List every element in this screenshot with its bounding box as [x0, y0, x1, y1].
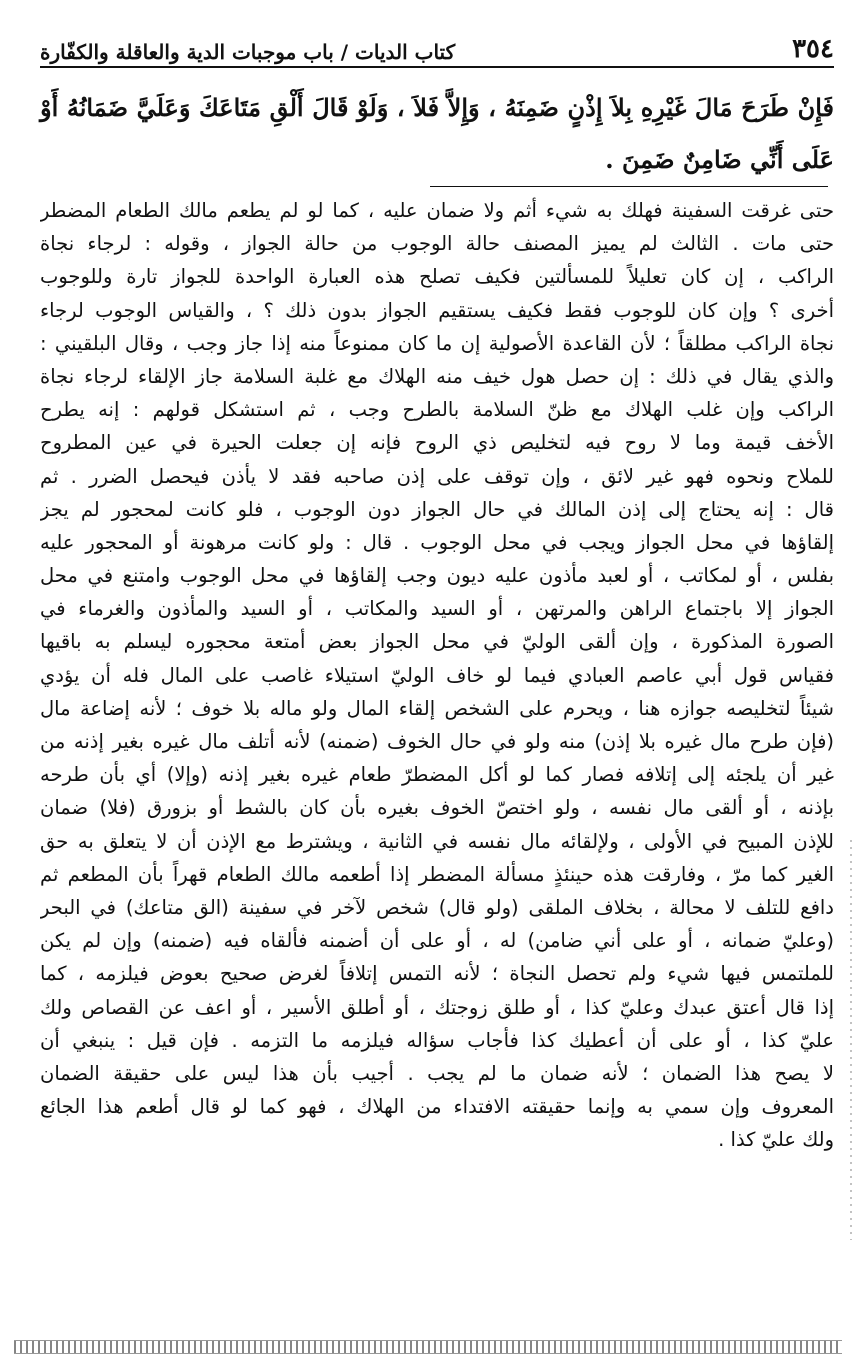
page-number: ٣٥٤: [792, 34, 834, 64]
commentary-line: الراكب وإن غلب الهلاك مع ظنّ السلامة بالطرح وجب ، ثم استشكل قولهم : إنه يطرح: [40, 398, 834, 422]
page-header: [40, 22, 834, 64]
commentary-line: الجواز إلا باجتماع الراهن والمرتهن ، أو السيد والمكاتب ، أو السيد والمأذون والغرماء في: [40, 597, 834, 621]
commentary-line: بفلس ، أو لمكاتب ، أو لعبد مأذون عليه ديون وجب إلقاؤها في محل الوجوب وامتنع في محل: [40, 564, 834, 588]
commentary-line: الصورة المذكورة ، وإن ألقى الوليّ في محل الجواز بعض أمتعة محجوره ليسلم به باقيها: [40, 630, 834, 654]
commentary-line: شيئاً لتخليصه جوازه هنا ، ويحرم على الشخص إلقاء المال ولو ماله بلا خوف ؛ لأنه إضاعة مال: [40, 696, 834, 720]
matn-text: فَإِنْ طَرَحَ مَالَ غَيْرِهِ بِلاَ إِذْنٍ ضَمِنَهُ ، وَإِلاَّ فَلاَ ، وَلَوْ قَالَ أَلْقِ مَتَاعَكَ وَعَلَيَّ ضَمَانُهُ أَوْ عَلَى أَنِّي ضَامِنٌ ضَمِنَ .: [40, 93, 834, 174]
scan-edge-marks: [850, 840, 852, 1240]
matn-separator: [430, 186, 828, 187]
commentary-line: الراكب ، إن كان تعليلاً للمسألتين فكيف تصلح هذه العبارة الواحدة للجواز تارة وللوجوب: [40, 265, 834, 289]
commentary-line: للإذن المبيح في الأولى ، ولإلقائه مال نفسه في الثانية ، ويشترط مع الإذن أن لا يتعلق به حق: [40, 829, 834, 853]
commentary-line: (وعليّ ضمانه ، أو على أني ضامن) له ، أو على أن أضمنه فألقاه فيه (ضمنه) وإن لم يكن: [40, 929, 834, 953]
commentary-line: المعروف وإن سمي به وإنما حقيقته الافتداء من الهلاك ، فهو كما لو قال أطعم هذا الجائع: [40, 1095, 834, 1119]
header-rule: [40, 66, 834, 68]
commentary-line: حتى غرقت السفينة فهلك به شيء أثم ولا ضمان عليه ، كما لو لم يطعم مالك الطعام المضطر: [40, 199, 834, 222]
commentary-line: الأخف قيمة وما لا روح فيه لتخليص ذي الروح فإنه إن جعلت الحيرة في عين المطروح: [40, 431, 834, 455]
commentary-line: إذا قال أعتق عبدك وعليّ كذا ، أو طلق زوجتك ، أو أطلق الأسير ، أو اعف عن القصاص ولك: [40, 995, 834, 1019]
commentary-line: غير أن يلجئه إلى إتلافه فصار كما لو أكل المضطرّ طعام غيره بغير إذنه (وإلا) أي بأن طرحه: [40, 763, 834, 787]
commentary-line: فقياس قول أبي عاصم العبادي فيما لو خاف الوليّ استيلاء غاصب على المال فله أن يؤدي: [40, 663, 834, 687]
running-head: كتاب الديات / باب موجبات الدية والعاقلة والكفّارة: [40, 40, 456, 64]
commentary-line: نجاة الراكب مطلقاً ؛ لأن القاعدة الأصولية إن ما كان ممنوعاً منه إذا جاز وجب ، وقال البلقيني :: [40, 331, 834, 355]
commentary-line: (فإن طرح مال غيره بلا إذن) منه ولو في حال الخوف (ضمنه) لأنه أتلف مال غيره بغير إذنه من: [40, 730, 834, 753]
commentary-line: قال : إنه يحتاج إلى إذن المالك في حال الجواز دون الوجوب ، فلو كانت لمحجور لم يجز: [40, 497, 834, 521]
commentary-line: والذي يقال في ذلك : إن حصل هول خيف منه الهلاك مع غلبة السلامة جاز الإلقاء لرجاء نجاة: [40, 364, 834, 388]
commentary-line: حتى مات . الثالث لم يميز المصنف حالة الوجوب من حالة الجواز ، وقوله : لرجاء نجاة: [40, 232, 834, 256]
commentary-line: بإذنه ، أو ألقى مال نفسه ، ولو اختصّ الخوف بغيره بأن كان بالشط أو بزورق (فلا) ضمان: [40, 796, 834, 820]
commentary-line: أخرى ؟ وإن كان للوجوب فقط فكيف يستقيم الجواز بدون ذلك ؟ ، والقياس الوجوب لرجاء: [40, 298, 834, 322]
decorative-footer-border: [14, 1340, 842, 1354]
commentary-line: لا يصح هذا الضمان ؛ لأنه ضمان ما لم يجب . أجيب بأن هذا ليس على حقيقة الضمان: [40, 1061, 834, 1085]
commentary-line: للملاح ونحوه فهو غير لائق ، وإن توقف على إذن صاحبه فقد لا يأذن فيحصل الضرر . ثم: [40, 464, 834, 488]
commentary-line: دافع للتلف لا محالة ، بخلاف الملقى (ولو قال) شخص لآخر في سفينة (الق متاعك) في البحر: [40, 895, 834, 919]
commentary-line: الغير كما مرّ ، وفارقت هذه حينئذٍ مسألة المضطر إذا أطعمه مالك الطعام قهراً بأن المطعم ثم: [40, 862, 834, 886]
commentary-line: للملتمس فيها شيء ولم تحصل النجاة ؛ لأنه التمس إتلافاً لغرض صحيح بعوض فيلزمه ، كما: [40, 962, 834, 986]
commentary-text: [40, 194, 834, 1156]
commentary-line: إلقاؤها في محل الجواز ويجب في محل الوجوب . قال : ولو كانت مرهونة أو المحجور عليه: [40, 530, 834, 554]
commentary-line: عليّ كذا ، أو على أن أعطيك كذا فأجاب سؤاله فيلزمه ما التزمه . فإن قيل : ينبغي أن: [40, 1028, 834, 1052]
commentary-line: ولك عليّ كذا .: [718, 1128, 834, 1152]
